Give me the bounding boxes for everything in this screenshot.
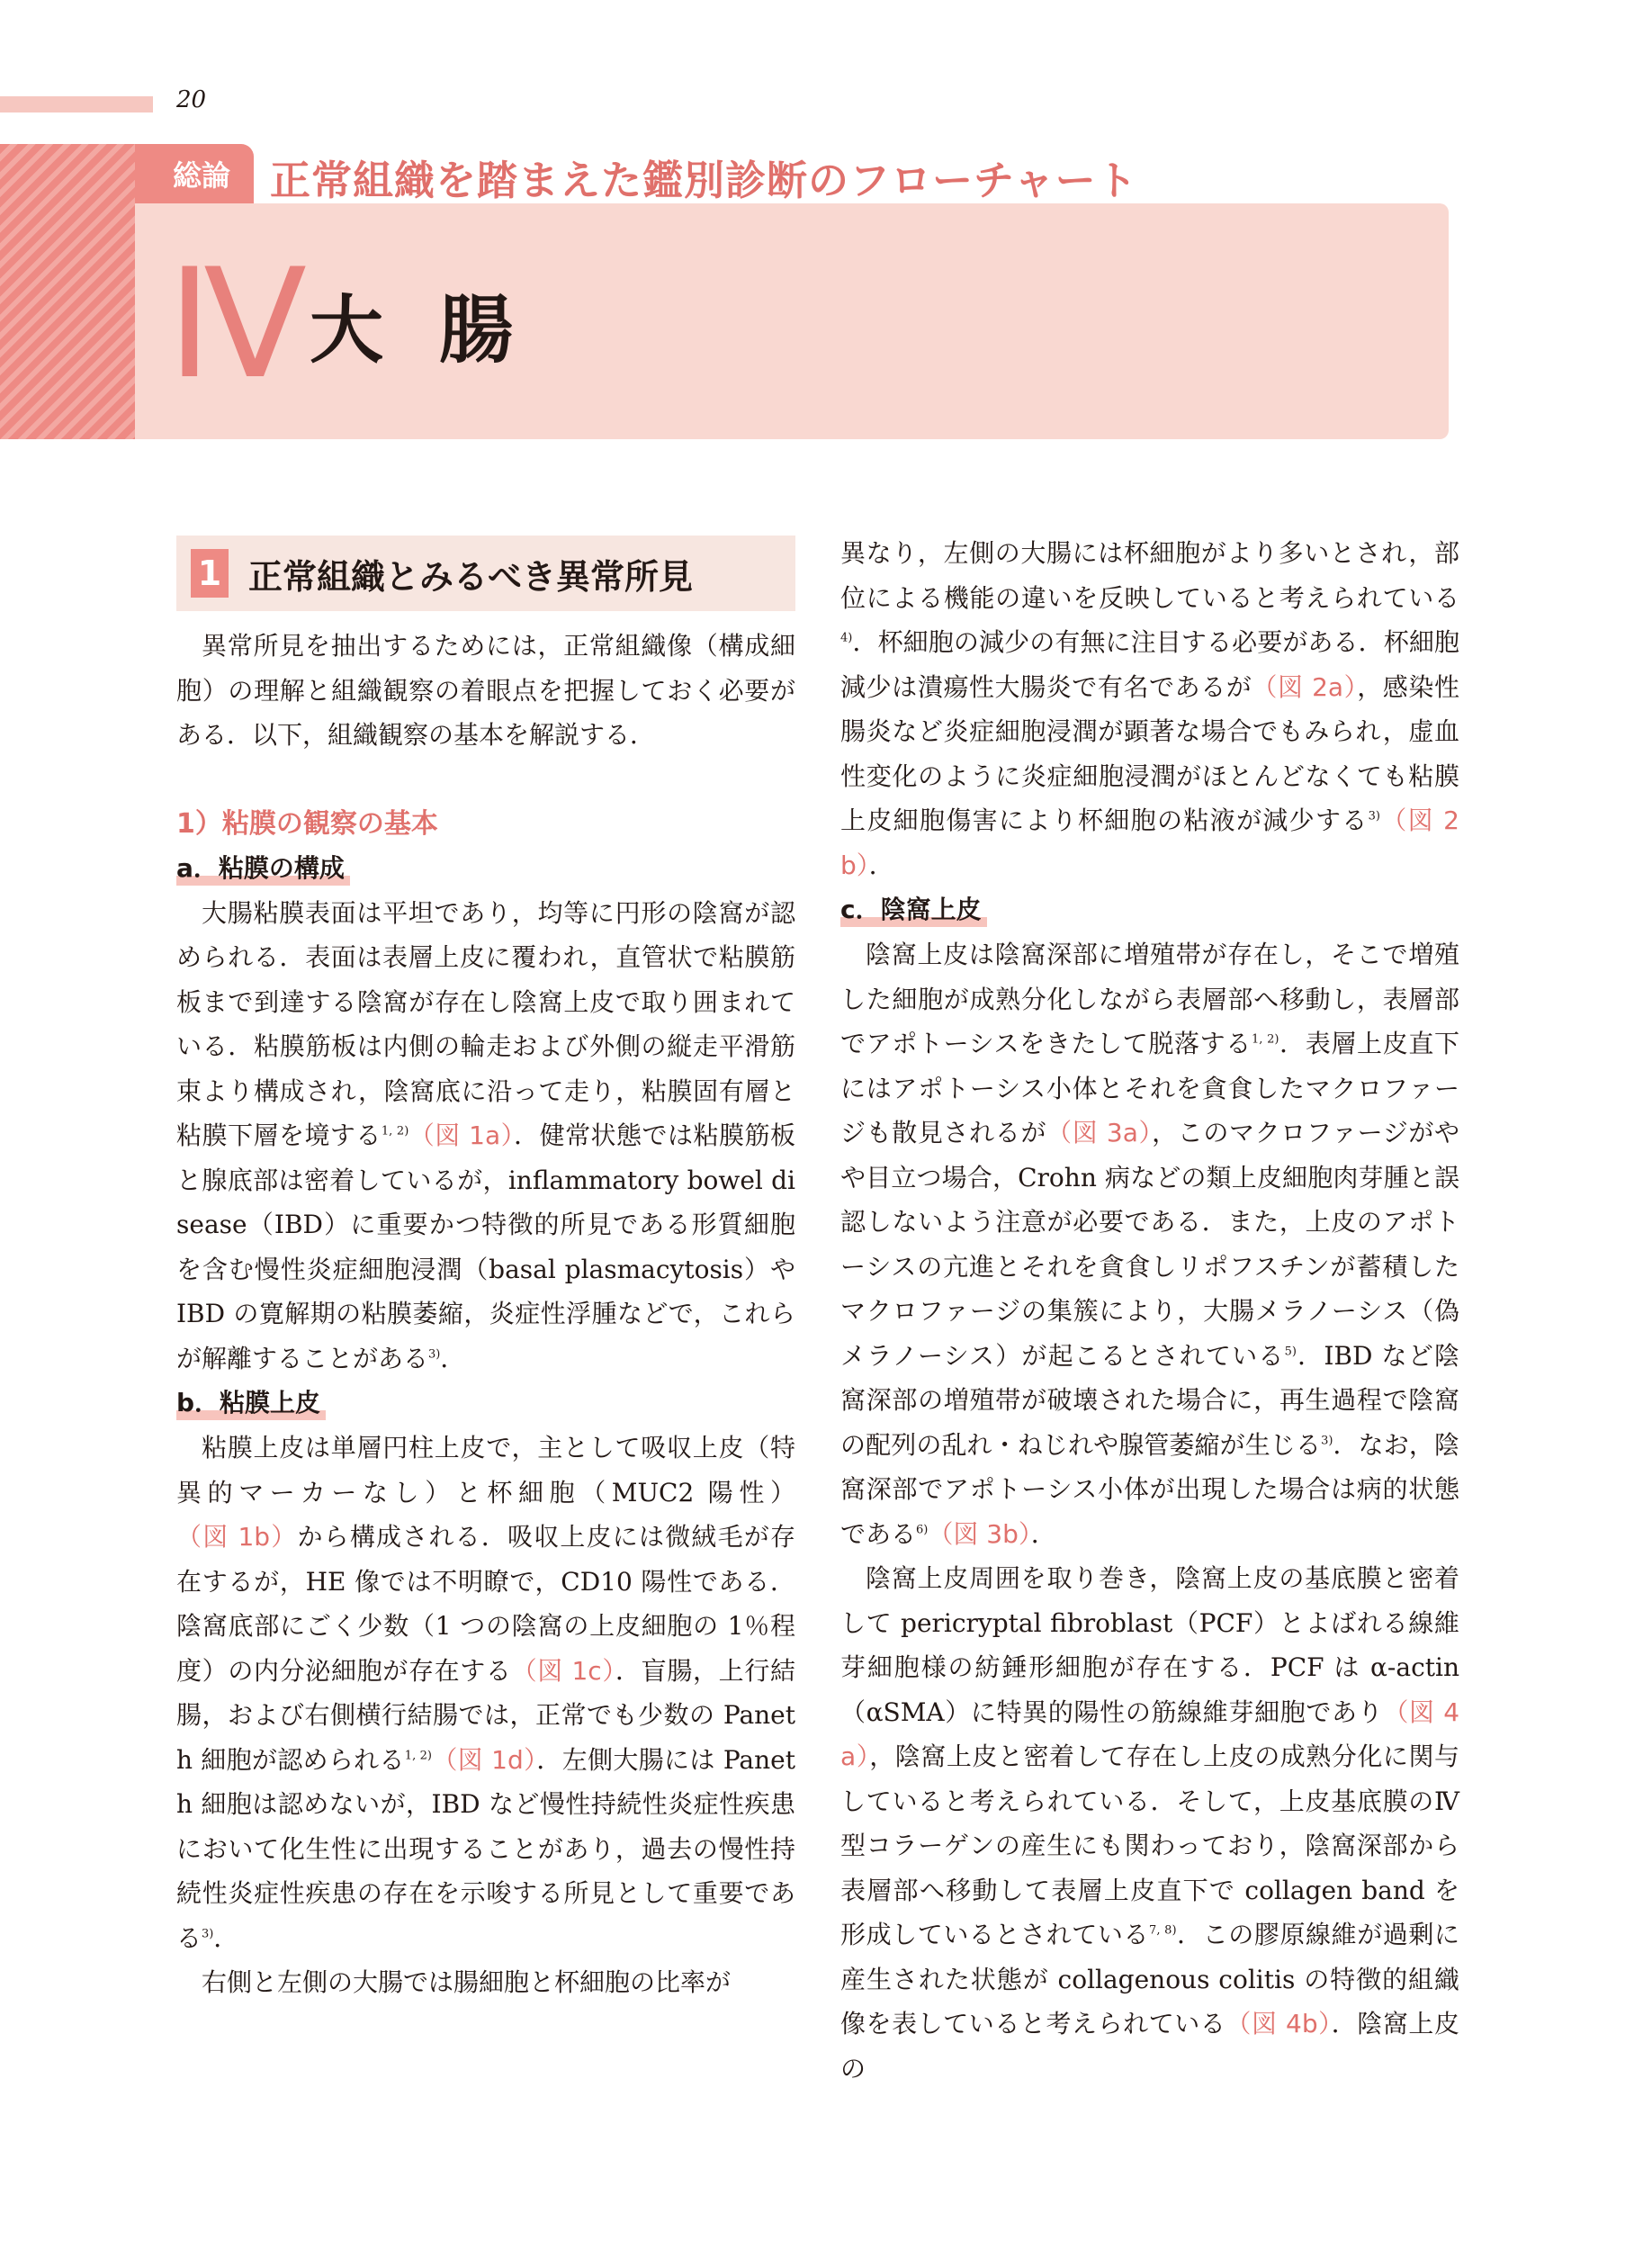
figure-ref: （図 3a）: [1046, 1118, 1153, 1148]
paragraph-c1: 陰窩上皮は陰窩深部に増殖帯が存在し，そこで増殖した細胞が成熟分化しながら表層部へ移動し，表層部でアポトーシスをきたして脱落する$^{1, 2)}$．表層上皮直下にはアポトーシス小体とそれを貪食したマクロファージも散見されるが（図 3a），このマクロファージがやや目立つ場合，Crohn 病などの類上皮細胞肉芽腫と誤認しないよう注意が必要である．また，上皮のアポトーシスの亢進とそれを貪食しリポフスチンが蓄積したマクロファージの集簇により，大腸メラノーシス（偽メラノーシス）が起こるとされている$^{5)}$．IBD など陰窩深部の増殖帯が破壊された場合に，再生過程で陰窩の配列の乱れ・ねじれや腺管萎縮が生じる$^{3)}$．なお，陰窩深部でアポトーシス小体が出現した場合は病的状態である$^{6)}$（図 3b）．: [840, 940, 1459, 1549]
citation: 3): [428, 1347, 441, 1362]
figure-ref: （図 4a）: [840, 1696, 1460, 1771]
right-column: [840, 531, 1459, 2091]
paragraph-c2: 陰窩上皮周囲を取り巻き，陰窩上皮の基底膜と密着して pericryptal fibroblast（PCF）とよばれる線維芽細胞様の紡錘形細胞が存在する．PCF は α-actin（αSMA）に特異的陽性の筋線維芽細胞であり（図 4a），陰窩上皮と密着して存在し上皮の成熟分化に関与していると考えられている．そして，上皮基底膜のⅣ型コラーゲンの産生にも関わっており，陰窩深部から表層部へ移動して表層上皮直下で collagen band を形成しているとされている$^{7, 8)}$．この膠原線維が過剰に産生された状態が collagenous colitis の特徴的組織像を表していると考えられている（図 4b）．陰窩上皮の: [840, 1563, 1460, 2084]
subsection-1-title: 1）粘膜の観察の基本: [176, 807, 438, 840]
citation: 6): [916, 1523, 929, 1537]
paragraph-a1: 大腸粘膜表面は平坦であり，均等に円形の陰窩が認められる．表面は表層上皮に覆われ，直管状で粘膜筋板まで到達する陰窩が存在し陰窩上皮で取り囲まれている．粘膜筋板は内側の輪走および外側の縦走平滑筋束より構成され，陰窩底に沿って走り，粘膜固有層と粘膜下層を境する$^{1, 2)}$（図 1a）．健常状態では粘膜筋板と腺底部は密着しているが，inflammatory bowel disease（IBD）に重要かつ特徴的所見である形質細胞を含む慢性炎症細胞浸潤（basal plasmacytosis）や IBD の寛解期の粘膜萎縮，炎症性浮腫などで，これらが解離することがある$^{3)}$．: [176, 897, 795, 1373]
category-label: 総論: [173, 158, 231, 193]
section-1-heading: [176, 536, 795, 611]
figure-ref: （図 1b）: [176, 1522, 298, 1552]
banner-stripe: [0, 144, 135, 439]
citation: 7, 8): [1149, 1923, 1177, 1938]
citation: 1, 2): [381, 1124, 409, 1138]
subheading-b: b．粘膜上皮: [176, 1381, 326, 1426]
paragraph-b1: 粘膜上皮は単層円柱上皮で，主として吸収上皮（特異的マーカーなし）と杯細胞（MUC2 陽性）（図 1b）から構成される．吸収上皮には微絨毛が存在するが，HE 像では不明瞭で，CD10 陽性である．陰窩底部にごく少数（1 つの陰窩の上皮細胞の 1％程度）の内分泌細胞が存在する（図 1c）．盲腸，上行結腸，および右側横行結腸では，正常でも少数の Paneth 細胞が認められる$^{1, 2)}$（図 1d）．左側大腸には Paneth 細胞は認めないが，IBD など慢性持続性炎症性疾患において化生性に出現することがあり，過去の慢性持続性炎症性疾患の存在を示唆する所見として重要である$^{3)}$．: [176, 1433, 795, 1953]
citation: 3): [1368, 809, 1380, 824]
figure-ref: （図 1a）: [409, 1120, 515, 1150]
figure-ref: （図 4b）: [1226, 2009, 1332, 2038]
figure-ref: （図 1c）: [511, 1655, 616, 1686]
section-1-title: 正常組織とみるべき異常所見: [248, 556, 694, 597]
citation: 3): [1321, 1434, 1333, 1448]
chapter-title: 大腸: [310, 288, 570, 374]
section-1-number: 1: [191, 549, 229, 598]
page-number: 20: [176, 86, 207, 113]
citation: 4): [840, 631, 853, 645]
paragraph-b2: 右側と左側の大腸では腸細胞と杯細胞の比率が: [202, 1967, 732, 1997]
figure-ref: （図 1d）: [432, 1744, 537, 1775]
citation: 1, 2): [404, 1749, 432, 1763]
citation: 1, 2): [1251, 1032, 1279, 1047]
figure-ref: （図 3b）: [928, 1518, 1031, 1549]
citation: 5): [1284, 1345, 1297, 1359]
subheading-c: c．陰窩上皮: [840, 887, 987, 932]
citation: 3): [202, 1927, 214, 1941]
subheading-a: a．粘膜の構成: [176, 846, 350, 891]
chapter-numeral: Ⅳ: [167, 242, 308, 410]
section-heading: 正常組織を踏まえた鑑別診断のフローチャート: [270, 157, 1138, 204]
paragraph-r1: 異なり，左側の大腸には杯細胞がより多いとされ，部位による機能の違いを反映していると考えられている$^{4)}$．杯細胞の減少の有無に注目する必要がある．杯細胞減少は潰瘍性大腸炎で有名であるが（図 2a），感染性腸炎など炎症細胞浸潤が顕著な場合でもみられ，虚血性変化のように炎症細胞浸潤がほとんどなくても粘膜上皮細胞傷害により杯細胞の粘液が減少する$^{3)}$（図 2b）．: [840, 538, 1459, 880]
page-top-bar: [0, 96, 153, 112]
figure-ref: （図 2a）: [1252, 671, 1358, 702]
figure-ref: （図 2b）: [840, 806, 1459, 880]
intro-paragraph: 異常所見を抽出するためには，正常組織像（構成細胞）の理解と組織観察の着眼点を把握しておく必要がある．以下，組織観察の基本を解説する．: [176, 631, 795, 750]
left-column: [176, 536, 795, 2005]
